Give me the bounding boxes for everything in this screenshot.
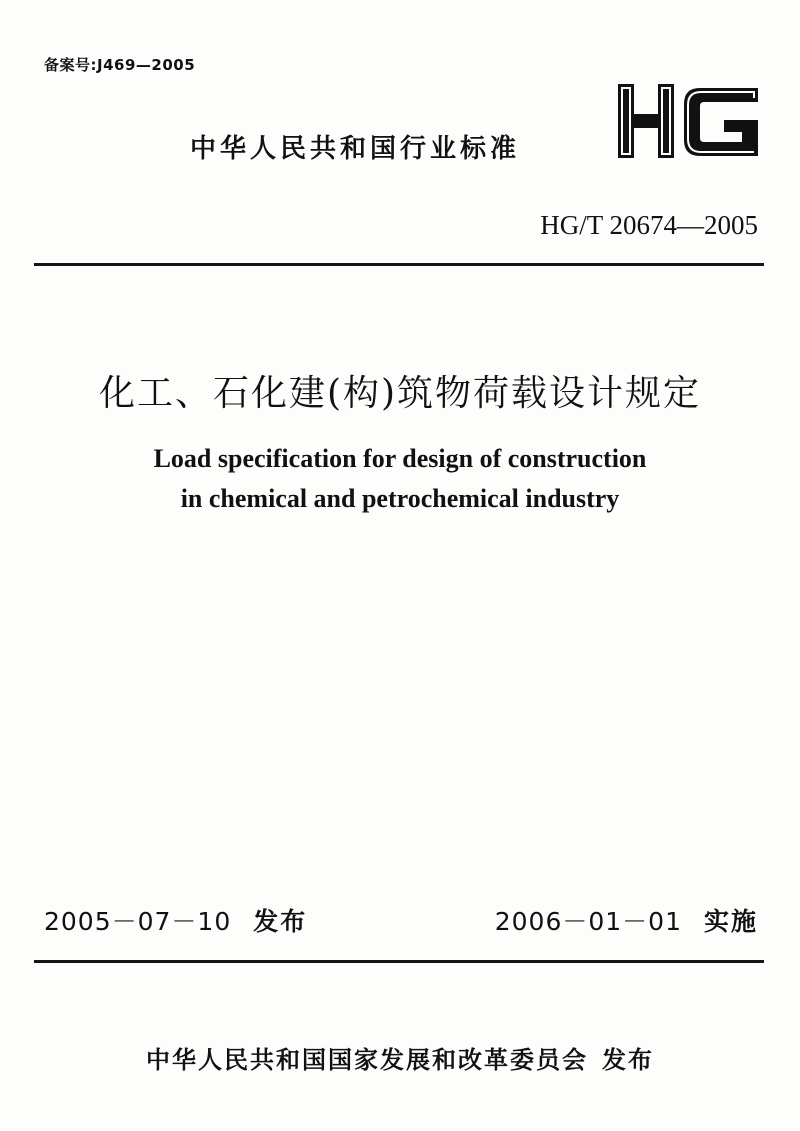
- implementation-date-row: [495, 902, 758, 938]
- implementation-label: 实施: [703, 907, 758, 936]
- title-english-line-1: Load specification for design of construction: [153, 444, 647, 473]
- bottom-divider: [34, 960, 764, 963]
- title-chinese: 化工、石化建(构)筑物荷载设计规定: [98, 373, 702, 414]
- publisher-verb: 发布: [602, 1046, 654, 1074]
- issue-date: 2005－07－10: [44, 907, 232, 936]
- industry-standard-header: 中华人民共和国行业标准: [190, 134, 521, 164]
- implementation-date: 2006－01－01: [494, 907, 682, 936]
- record-number: 备案号:J469—2005: [44, 56, 196, 74]
- hg-logo-icon: [612, 80, 766, 162]
- standard-code: HG/T 20674—2005: [540, 210, 758, 240]
- top-divider: [34, 263, 764, 266]
- issue-date-row: [44, 902, 307, 938]
- issue-label: 发布: [253, 907, 308, 936]
- publisher-name: 中华人民共和国国家发展和改革委员会: [146, 1046, 588, 1074]
- title-english-line-2: in chemical and petrochemical industry: [180, 484, 620, 513]
- publisher-line: [0, 1040, 800, 1075]
